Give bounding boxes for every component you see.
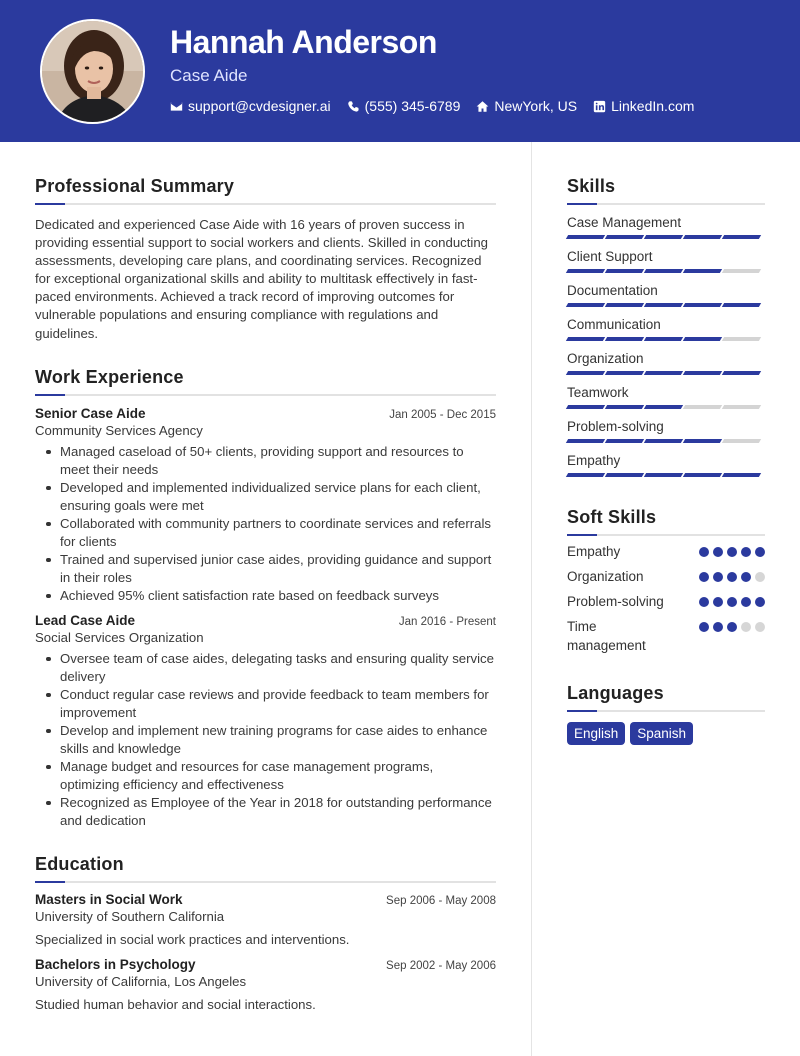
home-icon — [476, 100, 489, 113]
skill-name: Teamwork — [567, 385, 629, 400]
skill-level-segment — [644, 439, 683, 443]
soft-skill-item — [567, 542, 765, 561]
skill-level-bar — [567, 371, 765, 375]
skill-level-segment — [566, 473, 605, 477]
skill-item — [567, 419, 765, 443]
skill-level-segment — [566, 371, 605, 375]
list-item: Manage budget and resources for case management programs, optimizing efficiency and effectiveness — [35, 758, 496, 794]
job-dates: Jan 2005 - Dec 2015 — [389, 408, 496, 421]
contact-phone[interactable] — [347, 98, 461, 114]
linkedin-icon — [593, 100, 606, 113]
skill-level-segment — [605, 439, 644, 443]
job-entry — [35, 613, 496, 830]
soft-skill-rating — [699, 622, 765, 632]
summary-section — [35, 176, 496, 343]
resume-header — [0, 0, 800, 142]
section-rule — [35, 394, 496, 396]
rating-dot — [755, 572, 765, 582]
skill-level-bar — [567, 439, 765, 443]
list-item: Develop and implement new training programs for case aides to enhance skills and knowledge — [35, 722, 496, 758]
skill-level-segment — [722, 303, 761, 307]
summary-heading: Professional Summary — [35, 176, 235, 196]
job-title: Senior Case Aide — [35, 405, 146, 421]
candidate-title: Case Aide — [170, 66, 248, 85]
skill-level-segment — [605, 269, 644, 273]
list-item: Trained and supervised junior case aides, providing guidance and support in their roles — [35, 551, 496, 587]
skill-level-bar — [567, 473, 765, 477]
avatar — [40, 19, 145, 124]
rating-dot — [713, 622, 723, 632]
skill-level-segment — [722, 405, 761, 409]
skill-name: Client Support — [567, 249, 653, 264]
skill-level-segment — [683, 235, 722, 239]
skill-level-segment — [722, 439, 761, 443]
soft-skill-item — [567, 617, 765, 655]
skill-level-segment — [566, 235, 605, 239]
portrait-image — [42, 21, 145, 124]
soft-skill-item — [567, 592, 765, 611]
skill-item — [567, 317, 765, 341]
list-item: Oversee team of case aides, delegating tasks and ensuring quality service delivery — [35, 650, 496, 686]
education-dates: Sep 2006 - May 2008 — [386, 894, 496, 907]
rating-dot — [699, 572, 709, 582]
rating-dot — [755, 597, 765, 607]
skill-level-bar — [567, 337, 765, 341]
skill-item — [567, 453, 765, 477]
education-description: Studied human behavior and social interactions. — [35, 996, 316, 1012]
skill-name: Communication — [567, 317, 661, 332]
skill-level-bar — [567, 405, 765, 409]
languages-section — [567, 683, 765, 745]
skill-level-segment — [566, 337, 605, 341]
rating-dot — [699, 547, 709, 557]
rating-dot — [727, 597, 737, 607]
job-dates: Jan 2016 - Present — [398, 615, 496, 628]
rating-dot — [741, 622, 751, 632]
list-item: Developed and implemented individualized service plans for each client, ensuring goals were met — [35, 479, 496, 515]
main-column — [35, 176, 496, 1012]
language-tag: English — [567, 722, 625, 745]
education-entry — [35, 957, 496, 1012]
degree-title: Bachelors in Psychology — [35, 956, 196, 972]
education-section — [35, 854, 496, 1012]
education-entry — [35, 892, 496, 947]
candidate-name: Hannah Anderson — [170, 24, 437, 60]
skill-level-segment — [644, 337, 683, 341]
language-tag: Spanish — [630, 722, 693, 745]
rating-dot — [699, 597, 709, 607]
soft-skill-item — [567, 567, 765, 586]
skill-level-bar — [567, 303, 765, 307]
skill-item — [567, 215, 765, 239]
school-name: University of California, Los Angeles — [35, 973, 247, 989]
skills-list — [567, 215, 765, 477]
column-divider — [531, 142, 532, 1056]
list-item: Conduct regular case reviews and provide feedback to team members for improvement — [35, 686, 496, 722]
skill-level-segment — [566, 269, 605, 273]
rating-dot — [699, 622, 709, 632]
phone-icon — [347, 100, 360, 113]
soft-skill-name: Time management — [567, 619, 646, 653]
skill-level-segment — [566, 303, 605, 307]
experience-heading: Work Experience — [35, 366, 184, 387]
rating-dot — [713, 547, 723, 557]
contact-list — [170, 98, 694, 114]
skill-level-segment — [722, 473, 761, 477]
skill-level-segment — [644, 303, 683, 307]
list-item: Recognized as Employee of the Year in 2018 for outstanding performance and dedication — [35, 794, 496, 830]
rating-dot — [727, 622, 737, 632]
job-organization: Community Services Agency — [35, 422, 203, 438]
section-rule — [35, 881, 496, 883]
rating-dot — [755, 547, 765, 557]
skill-level-segment — [605, 337, 644, 341]
section-rule — [567, 710, 765, 712]
skill-level-segment — [644, 473, 683, 477]
skill-item — [567, 351, 765, 375]
list-item: Achieved 95% client satisfaction rate based on feedback surveys — [35, 587, 496, 605]
list-item: Collaborated with community partners to coordinate services and referrals for clients — [35, 515, 496, 551]
skill-level-bar — [567, 269, 765, 273]
skill-item — [567, 385, 765, 409]
soft-skill-rating — [699, 597, 765, 607]
skill-level-segment — [722, 371, 761, 375]
job-bullets — [35, 650, 496, 830]
skill-level-segment — [683, 473, 722, 477]
skill-name: Organization — [567, 351, 644, 366]
skill-name: Documentation — [567, 283, 658, 298]
rating-dot — [755, 622, 765, 632]
skill-level-segment — [644, 371, 683, 375]
degree-title: Masters in Social Work — [35, 891, 183, 907]
skill-level-segment — [644, 235, 683, 239]
rating-dot — [727, 572, 737, 582]
rating-dot — [727, 547, 737, 557]
summary-text: Dedicated and experienced Case Aide with 16 years of proven success in providing essential support to social workers and clients. Skilled in conducting assessments, developing care plans, and coordinating services. Recognized for exceptional organizational skills and ability to multitask effectively in fast-paced environments. Achieved a track record of improving outcomes for vulnerable populations and ensuring compliance with regulations and guidelines. — [35, 217, 489, 341]
soft-skill-name: Problem-solving — [567, 594, 664, 609]
languages-heading: Languages — [567, 683, 664, 703]
skill-name: Empathy — [567, 453, 621, 468]
sidebar-column — [567, 176, 765, 745]
skill-level-segment — [722, 269, 761, 273]
skill-item — [567, 249, 765, 273]
job-organization: Social Services Organization — [35, 629, 204, 645]
soft-skills-list — [567, 542, 765, 655]
soft-skill-rating — [699, 572, 765, 582]
skill-item — [567, 283, 765, 307]
section-rule — [567, 534, 765, 536]
soft-skill-name: Organization — [567, 569, 644, 584]
envelope-icon — [170, 100, 183, 113]
section-rule — [567, 203, 765, 205]
skill-level-segment — [683, 269, 722, 273]
contact-linkedin[interactable] — [593, 98, 694, 114]
skill-name: Problem-solving — [567, 419, 664, 434]
rating-dot — [741, 572, 751, 582]
rating-dot — [741, 597, 751, 607]
skill-level-segment — [605, 405, 644, 409]
education-description: Specialized in social work practices and interventions. — [35, 931, 350, 947]
skill-level-segment — [722, 235, 761, 239]
soft-skill-rating — [699, 547, 765, 557]
skill-level-segment — [644, 405, 683, 409]
experience-section — [35, 367, 496, 830]
skill-level-segment — [683, 405, 722, 409]
rating-dot — [741, 547, 751, 557]
skill-level-segment — [605, 235, 644, 239]
job-title: Lead Case Aide — [35, 612, 136, 628]
list-item: Managed caseload of 50+ clients, providing support and resources to meet their needs — [35, 443, 496, 479]
skill-level-segment — [722, 337, 761, 341]
rating-dot — [713, 572, 723, 582]
skill-level-segment — [566, 405, 605, 409]
soft-skills-section — [567, 507, 765, 655]
skill-level-segment — [566, 439, 605, 443]
rating-dot — [713, 597, 723, 607]
skill-level-segment — [683, 303, 722, 307]
contact-linkedin-text: LinkedIn.com — [611, 98, 695, 114]
skills-heading: Skills — [567, 176, 616, 196]
soft-skill-name: Empathy — [567, 544, 621, 559]
skill-level-segment — [605, 303, 644, 307]
contact-email-text: support@cvdesigner.ai — [188, 98, 331, 114]
contact-email[interactable] — [170, 98, 331, 114]
language-tags — [567, 722, 765, 745]
skill-level-segment — [644, 269, 683, 273]
skill-level-segment — [683, 371, 722, 375]
contact-location — [476, 98, 577, 114]
skills-section — [567, 176, 765, 477]
skill-level-segment — [605, 371, 644, 375]
education-heading: Education — [35, 853, 124, 874]
school-name: University of Southern California — [35, 908, 225, 924]
job-bullets — [35, 443, 496, 605]
education-dates: Sep 2002 - May 2006 — [386, 959, 496, 972]
skill-level-segment — [683, 439, 722, 443]
skill-level-segment — [605, 473, 644, 477]
section-rule — [35, 203, 496, 205]
skill-level-segment — [683, 337, 722, 341]
contact-location-text: NewYork, US — [494, 98, 578, 114]
soft-skills-heading: Soft Skills — [567, 507, 657, 527]
contact-phone-text: (555) 345-6789 — [364, 98, 461, 114]
skill-name: Case Management — [567, 215, 682, 230]
skill-level-bar — [567, 235, 765, 239]
job-entry — [35, 406, 496, 605]
